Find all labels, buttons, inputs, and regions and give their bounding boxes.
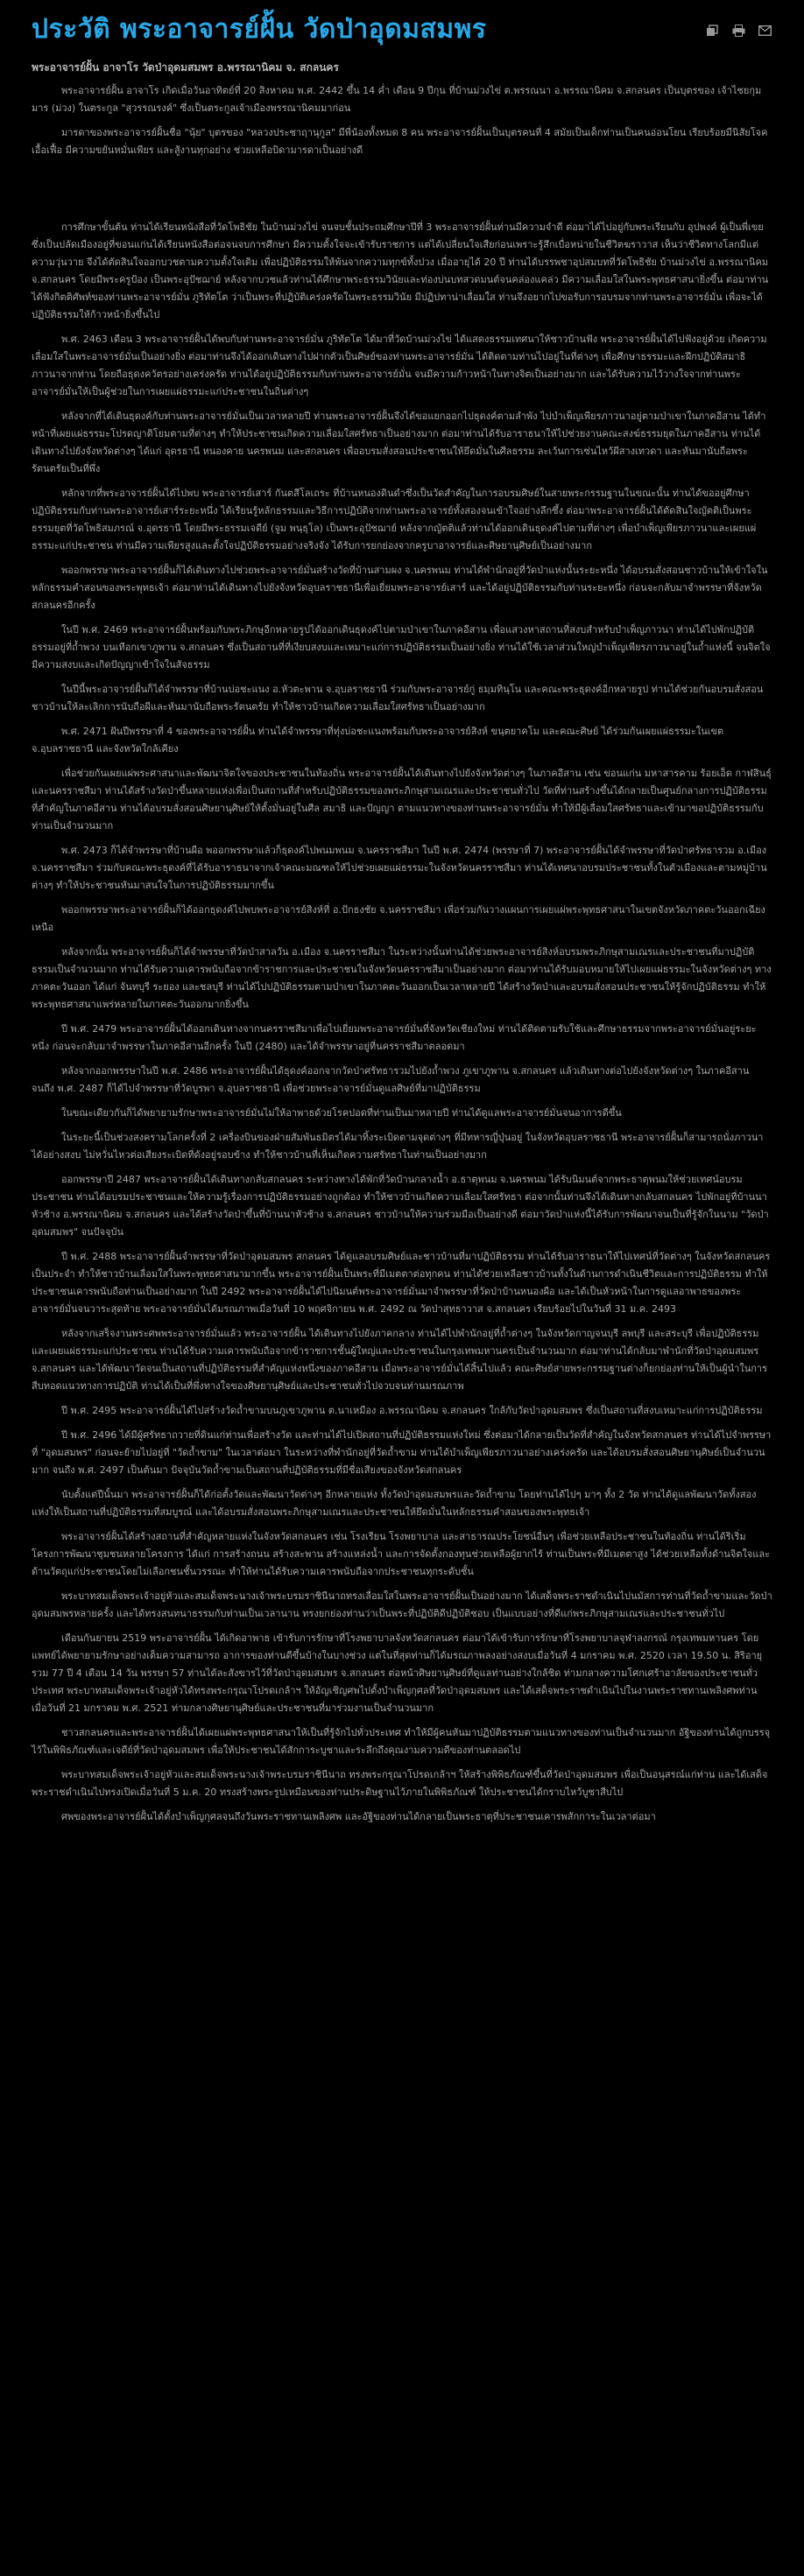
article-body [32,82,772,1826]
paragraph: พ.ศ. 2471 ฝันปีพรรษาที่ 4 ของพระอาจารย์ฝั้น ท่านได้จำพรรษาที่ทุ่งบ่อชะแนงพร้อมกับพระอาจารย์สิงห์ ขนฺตยาคโม และคณะศิษย์ ได้ร่วมกันเผยแผ่ธรรมะในเขต จ.อุบลราชธานี และจังหวัดใกล้เคียง [32,726,724,755]
paragraph: พออกพรรษาพระอาจารย์ฝั้นก็ได้เดินทางไปช่วยพระอาจารย์มั่นสร้างวัดที่บ้านสามผง จ.นครพนม ท่านได้พำนักอยู่ที่วัดป่าแห่งนั้นระยะหนึ่ง ได้อบรมสั่งสอนชาวบ้านให้เข้าใจในหลักธรรมคำสอนของพระพุทธเจ้า ต่อมาท่านได้เดินทางไปยังจังหวัดอุบลราชธานีเพื่อเยี่ยมพระอาจารย์เสาร์ และได้อยู่ปฏิบัติธรรมกับท่านระยะหนึ่ง ก่อนจะกลับมาจำพรรษาที่จังหวัดสกลนครอีกครั้ง [32,565,768,611]
paragraph: ในระยะนี้เป็นช่วงสงครามโลกครั้งที่ 2 เครื่องบินของฝ่ายสัมพันธมิตรได้มาทิ้งระเบิดตามจุดต่างๆ ที่มีทหารญี่ปุ่นอยู่ ในจังหวัดอุบลราชธานี พระอาจารย์ฝั้นก็สามารถนั่งภาวนาได้อย่างสงบ ไม่หวั่นไหวต่อเสียงระเบิดที่ดังอยู่รอบข้าง ทำให้ชาวบ้านที่เห็นเกิดความศรัทธาในท่านเป็นอย่างมาก [32,1132,764,1161]
paragraph: เพื่อช่วยกันเผยแผ่พระศาสนาและพัฒนาจิตใจของประชาชนในท้องถิ่น พระอาจารย์ฝั้นได้เดินทางไปยังจังหวัดต่างๆ ในภาคอีสาน เช่น ขอนแก่น มหาสารคาม ร้อยเอ็ด กาฬสินธุ์ และนครราชสีมา ท่านได้สร้างวัดป่าขึ้นหลายแห่งเพื่อเป็นสถานที่สำหรับปฏิบัติธรรมของพระภิกษุสามเณรและประชาชนทั่วไป วัดที่ท่านสร้างขึ้นได้กลายเป็นศูนย์กลางการปฏิบัติธรรมที่สำคัญในภาคอีสาน ท่านได้อบรมสั่งสอนศิษยานุศิษย์ให้ตั้งมั่นอยู่ในศีล สมาธิ และปัญญา ตามแนวทางของท่านพระอาจารย์มั่น ทำให้มีผู้เลื่อมใสศรัทธาและเข้ามาขอปฏิบัติธรรมกับท่านเป็นจำนวนมาก [32,768,772,832]
paragraph: หลังจากที่ได้เดินธุดงค์กับท่านพระอาจารย์มั่นเป็นเวลาหลายปี ท่านพระอาจารย์ฝั้นจึงได้ขอแยกออกไปธุดงค์ตามลำพัง ไปบำเพ็ญเพียรภาวนาอยู่ตามป่าเขาในภาคอีสาน ได้ทำหน้าที่เผยแผ่ธรรมะโปรดญาติโยมตามที่ต่างๆ ทำให้ประชาชนเกิดความเลื่อมใสศรัทธาเป็นอย่างมาก ต่อมาท่านได้รับอาราธนาให้ไปช่วยงานคณะสงฆ์ธรรมยุตในภาคอีสาน ท่านได้เดินทางไปยังจังหวัดต่างๆ ได้แก่ อุดรธานี หนองคาย นครพนม และสกลนคร เพื่ออบรมสั่งสอนประชาชนให้ยึดมั่นในศีลธรรม ละเว้นการเซ่นไหว้ผีสางเทวดา และหันมานับถือพระรัตนตรัยเป็นที่พึ่ง [32,411,766,474]
paragraph: ในปี พ.ศ. 2469 พระอาจารย์ฝั้นพร้อมกับพระภิกษุอีกหลายรูปได้ออกเดินธุดงค์ไปตามป่าเขาในภาคอีสาน เพื่อแสวงหาสถานที่สงบสำหรับบำเพ็ญภาวนา ท่านได้ไปพักปฏิบัติธรรมอยู่ที่ถ้ำพวง บนเทือกเขาภูพาน จ.สกลนคร ซึ่งเป็นสถานที่ที่เงียบสงบและเหมาะแก่การปฏิบัติธรรมเป็นอย่างยิ่ง ท่านได้ใช้เวลาส่วนใหญ่บำเพ็ญเพียรภาวนาอยู่ในถ้ำแห่งนี้ จนจิตใจมีความสงบและเกิดปัญญาเข้าใจในสัจธรรม [32,624,771,670]
article-subtitle: พระอาจารย์ฝั้น อาจาโร วัดป่าอุดมสมพร อ.พรรณานิคม จ. สกลนคร [32,61,339,74]
paragraph: พระบาทสมเด็จพระเจ้าอยู่หัวและสมเด็จพระนางเจ้าพระบรมราชินีนาถทรงเลื่อมใสในพระอาจารย์ฝั้นเป็นอย่างมาก ได้เสด็จพระราชดำเนินไปนมัสการท่านที่วัดถ้ำขามและวัดป่าอุดมสมพรหลายครั้ง และได้ทรงสนทนาธรรมกับท่านเป็นเวลานาน ทรงยกย่องท่านว่าเป็นพระที่ปฏิบัติดีปฏิบัติชอบ เป็นแบบอย่างที่ดีแก่พระภิกษุสามเณรและประชาชนทั่วไป [32,1590,772,1619]
paragraph: หลักจากที่พระอาจารย์ฝั้นได้ไปพบ พระอาจารย์เสาร์ กันตสีโลเถระ ที่บ้านหนองดินดำซึ่งเป็นวัดสำคัญในการอบรมศิษย์ในสายพระกรรมฐานในขณะนั้น ท่านได้ขออยู่ศึกษาปฏิบัติธรรมกับท่านพระอาจารย์เสาร์ระยะหนึ่ง ได้เรียนรู้หลักธรรมและวิธีการปฏิบัติจากท่านพระอาจารย์ทั้งสองจนเข้าใจอย่างลึกซึ้ง ต่อมาพระอาจารย์ฝั้นได้ตัดสินใจญัตติเป็นพระธรรมยุตที่วัดโพธิสมภรณ์ จ.อุดรธานี โดยมีพระธรรมเจดีย์ (จูม พนฺธุโล) เป็นพระอุปัชฌาย์ หลังจากญัตติแล้วท่านได้ออกเดินธุดงค์ไปตามที่ต่างๆ เพื่อบำเพ็ญเพียรภาวนาและเผยแผ่ธรรมะแก่ประชาชน ท่านมีความเพียรสูงและตั้งใจปฏิบัติธรรมอย่างจริงจัง ได้รับการยกย่องจากครูบาอาจารย์และศิษยานุศิษย์เป็นอย่างมาก [32,488,757,551]
article-toolbar [704,12,772,39]
header [32,12,772,56]
paragraph: ปี พ.ศ. 2495 พระอาจารย์ฝั้นได้ไปสร้างวัดถ้ำขามบนภูเขาภูพาน ต.นาเหมือง อ.พรรณานิคม จ.สกลนคร ใกล้กับวัดป่าอุดมสมพร ซึ่งเป็นสถานที่สงบเหมาะแก่การปฏิบัติธรรม [61,1405,763,1416]
page-title: ประวัติ พระอาจารย์ฝั้น วัดป่าอุดมสมพร [32,14,487,45]
paragraph: ปี พ.ศ. 2479 พระอาจารย์ฝั้นได้ออกเดินทางจากนครราชสีมาเพื่อไปเยี่ยมพระอาจารย์มั่นที่จังหวัดเชียงใหม่ ท่านได้ติดตามรับใช้และศึกษาธรรมจากพระอาจารย์มั่นอยู่ระยะหนึ่ง ก่อนจะกลับมาจำพรรษาในภาคอีสานอีกครั้ง ในปี (2480) และได้จำพรรษาอยู่ที่นครราชสีมาตลอดมา [32,1023,757,1052]
paragraph: หลังจากเสร็จงานพระศพพระอาจารย์มั่นแล้ว พระอาจารย์ฝั้น ได้เดินทางไปยังภาคกลาง ท่านได้ไปพำนักอยู่ที่ถ้ำต่างๆ ในจังหวัดกาญจนบุรี ลพบุรี และสระบุรี เพื่อปฏิบัติธรรมและเผยแผ่ธรรมะแก่ประชาชน ท่านได้รับความเคารพนับถือจากข้าราชการชั้นผู้ใหญ่และประชาชนในกรุงเทพมหานครเป็นจำนวนมาก ต่อมาท่านได้กลับมาพำนักที่วัดป่าอุดมสมพร จ.สกลนคร และได้พัฒนาวัดจนเป็นสถานที่ปฏิบัติธรรมที่สำคัญแห่งหนึ่งของภาคอีสาน เมื่อพระอาจารย์มั่นได้สิ้นไปแล้ว คณะศิษย์สายพระกรรมฐานต่างก็ยกย่องท่านให้เป็นผู้นำในการสืบทอดแนวทางการปฏิบัติ ท่านได้เป็นที่พึ่งทางใจของศิษยานุศิษย์และประชาชนทั่วไปจวบจนท่านมรณภาพ [32,1328,767,1392]
copy-icon[interactable] [704,23,720,39]
paragraph: พระอาจารย์ฝั้น อาจาโร เกิดเมื่อวันอาทิตย์ที่ 20 สิงหาคม พ.ศ. 2442 ขึ้น 14 ค่ำ เดือน 9 ปีกุน ที่บ้านม่วงไข่ ต.พรรณนา อ.พรรณานิคม จ.สกลนคร เป็นบุตรของ เจ้าไชยกุมมาร (ม่วง) ในตระกูล "สุวรรณรงค์" ซึ่งเป็นตระกูลเจ้าเมืองพรรณานิคมมาก่อน [32,85,762,114]
paragraph: พระบาทสมเด็จพระเจ้าอยู่หัวและสมเด็จพระนางเจ้าพระบรมราชินีนาถ ทรงพระกรุณาโปรดเกล้าฯ ให้สร้างพิพิธภัณฑ์ขึ้นที่วัดป่าอุดมสมพร เพื่อเป็นอนุสรณ์แก่ท่าน และได้เสด็จพระราชดำเนินไปทรงเปิดเมื่อวันที่ 5 ม.ค. 20 ทรงสร้างพระรูปเหมือนของท่านประดิษฐานไว้ภายในพิพิธภัณฑ์ ให้ประชาชนได้กราบไหว้บูชาสืบไป [32,1769,768,1798]
paragraph: พออกพรรษาพระอาจารย์ฝั้นก็ได้ออกธุดงค์ไปพบพระอาจารย์สิงห์ที่ อ.ปักธงชัย จ.นครราชสีมา เพื่อร่วมกันวางแผนการเผยแผ่พระพุทธศาสนาในเขตจังหวัดภาคตะวันออกเฉียงเหนือ [32,904,765,933]
paragraph: เดือนกันยายน 2519 พระอาจารย์ฝั้น ได้เกิดอาพาธ เข้ารับการรักษาที่โรงพยาบาลจังหวัดสกลนคร ต่อมาได้เข้ารับการรักษาที่โรงพยาบาลจุฬาลงกรณ์ กรุงเทพมหานคร โดยแพทย์ได้พยายามรักษาอย่างเต็มความสามารถ อาการของท่านดีขึ้นบ้างในบางช่วง แต่ในที่สุดท่านก็ได้มรณภาพลงอย่างสงบเมื่อวันที่ 4 มกราคม พ.ศ. 2520 เวลา 19.50 น. สิริอายุรวม 77 ปี 4 เดือน 14 วัน พรรษา 57 ท่านได้ละสังขารไว้ที่วัดป่าอุดมสมพร จ.สกลนคร ต่อหน้าศิษยานุศิษย์ที่ดูแลท่านอย่างใกล้ชิด ท่ามกลางความโศกเศร้าอาลัยของประชาชนทั่วประเทศ พระบาทสมเด็จพระเจ้าอยู่หัวได้ทรงพระกรุณาโปรดเกล้าฯ ให้อัญเชิญศพไปตั้งบำเพ็ญกุศลที่วัดป่าอุดมสมพร และได้เสด็จพระราชดำเนินไปในงานพระราชทานเพลิงศพท่านเมื่อวันที่ 21 มกราคม พ.ศ. 2521 ท่ามกลางศิษยานุศิษย์และประชาชนที่มาร่วมงานเป็นจำนวนมาก [32,1632,763,1714]
paragraph: ในขณะเดียวกันก็ได้พยายามรักษาพระอาจารย์มั่นไม่ให้อาพาธด้วยโรคปอดที่ท่านเป็นมาหลายปี ท่านได้ดูแลพระอาจารย์มั่นจนอาการดีขึ้น [61,1107,622,1119]
paragraph: หลังจากออกพรรษาในปี พ.ศ. 2486 พระอาจารย์ฝั้นได้ธุดงค์ออกจากวัดป่าศรัทธารวมไปยังถ้ำพวง ภูเขาภูพาน จ.สกลนคร แล้วเดินทางต่อไปยังจังหวัดต่างๆ ในภาคอีสาน จนถึง พ.ศ. 2487 ก็ได้ไปจำพรรษาที่วัดบูรพา จ.อุบลราชธานี เพื่อช่วยพระอาจารย์มั่นดูแลศิษย์ที่มาปฏิบัติธรรม [32,1065,750,1094]
print-icon[interactable] [730,23,746,39]
paragraph: ศพของพระอาจารย์ฝั้นได้ตั้งบำเพ็ญกุศลจนถึงวันพระราชทานเพลิงศพ และอัฐิของท่านได้กลายเป็นพระธาตุที่ประชาชนเคารพสักการะในเวลาต่อมา [61,1811,656,1822]
paragraph: พ.ศ. 2473 ก็ได้จำพรรษาที่บ้านผือ พออกพรรษาแล้วก็ธุดงค์ไปพนมพนม จ.นครราชสีมา ในปี พ.ศ. 2474 (พรรษาที่ 7) พระอาจารย์ฝั้นได้จำพรรษาที่วัดป่าศรัทธารวม อ.เมือง จ.นครราชสีมา ร่วมกับคณะพระธุดงค์ที่ได้รับอาราธนาจากเจ้าคณะมณฑลให้ไปช่วยเผยแผ่ธรรมะในจังหวัดนครราชสีมา ท่านได้เทศนาอบรมประชาชนทั้งในตัวเมืองและตามหมู่บ้านต่างๆ ทำให้ประชาชนหันมาสนใจในการปฏิบัติธรรมมากขึ้น [32,845,767,891]
paragraph: หลังจากนั้น พระอาจารย์ฝั้นก็ได้จำพรรษาที่วัดป่าสาลวัน อ.เมือง จ.นครราชสีมา ในระหว่างนั้นท่านได้ช่วยพระอาจารย์สิงห์อบรมพระภิกษุสามเณรและประชาชนที่มาปฏิบัติธรรมเป็นจำนวนมาก ท่านได้รับความเคารพนับถือจากข้าราชการและประชาชนในจังหวัดนครราชสีมาเป็นอย่างมาก ต่อมาท่านได้รับมอบหมายให้ไปเผยแผ่ธรรมะในจังหวัดต่างๆ ทางภาคตะวันออก ได้แก่ จันทบุรี ระยอง และชลบุรี ท่านได้ไปปฏิบัติธรรมตามป่าเขาในภาคตะวันออกเป็นเวลาหลายปี ได้สร้างวัดป่าและอบรมสั่งสอนประชาชนให้รู้จักปฏิบัติธรรม ทำให้พระพุทธศาสนาแพร่หลายในภาคตะวันออกมากยิ่งขึ้น [32,946,772,1010]
paragraph: การศึกษาขั้นต้น ท่านได้เรียนหนังสือที่วัดโพธิชัย ในบ้านม่วงไข่ จนจบชั้นประถมศึกษาปีที่ 3 พระอาจารย์ฝั้นท่านมีความจำดี ต่อมาได้ไปอยู่กับพระเรียนกับ อุปพงค์ ผู้เป็นพี่เขย ซึ่งเป็นปลัดเมืองอยู่ที่ขอนแก่นได้เรียนหนังสือต่อจนจบการศึกษา มีความตั้งใจจะเข้ารับราชการ แต่ได้เปลี่ยนใจเสียก่อนเพราะรู้สึกเบื่อหน่ายในชีวิตฆราวาส เห็นว่าชีวิตทางโลกมีแต่ความวุ่นวาย จึงได้ตัดสินใจออกบวชตามความตั้งใจเดิม เพื่อปฏิบัติธรรมให้พ้นจากความทุกข์ทั้งปวง เมื่ออายุได้ 20 ปี ท่านได้บรรพชาอุปสมบทที่วัดโพธิชัย บ้านม่วงไข่ อ.พรรณานิคม จ.สกลนคร โดยมีพระครูป้อง เป็นพระอุปัชฌาย์ หลังจากบวชแล้วท่านได้ศึกษาพระธรรมวินัยและท่องบ่นบทสวดมนต์จนคล่องแคล่ว มีความเลื่อมใสในพระพุทธศาสนายิ่งขึ้น ต่อมาท่านได้ฟังกิตติศัพท์ของท่านพระอาจารย์มั่น ภูริทัตโต ว่าเป็นพระที่ปฏิบัติเคร่งครัดในพระธรรมวินัย มีปฏิปทาน่าเลื่อมใส ท่านจึงอยากไปขอรับการอบรมจากท่านพระอาจารย์มั่น เพื่อจะได้ปฏิบัติธรรมให้ก้าวหน้ายิ่งขึ้นไป [32,221,769,320]
paragraph: นับตั้งแต่ปีนั้นมา พระอาจารย์ฝั้นก็ได้ก่อตั้งวัดและพัฒนาวัดต่างๆ อีกหลายแห่ง ทั้งวัดป่าอุดมสมพรและวัดถ้ำขาม โดยท่านได้ไปๆ มาๆ ทั้ง 2 วัด ท่านได้ดูแลพัฒนาวัดทั้งสองแห่งให้เป็นสถานที่ปฏิบัติธรรมที่สมบูรณ์ และได้อบรมสั่งสอนพระภิกษุสามเณรและประชาชนให้ยึดมั่นในหลักธรรมคำสอนของพระพุทธเจ้า [32,1489,757,1518]
paragraph: พ.ศ. 2463 เดือน 3 พระอาจารย์ฝั้นได้พบกับท่านพระอาจารย์มั่น ภูริทัตโต ได้มาที่วัดบ้านม่วงไข่ ได้แสดงธรรมเทศนาให้ชาวบ้านฟัง พระอาจารย์ฝั้นได้ไปฟังอยู่ด้วย เกิดความเลื่อมใสในพระอาจารย์มั่นเป็นอย่างยิ่ง ต่อมาท่านจึงได้ออกเดินทางไปฝากตัวเป็นศิษย์ของท่านพระอาจารย์มั่น ได้ติดตามท่านไปอยู่ในที่ต่างๆ เพื่อศึกษาธรรมะและฝึกปฏิบัติสมาธิภาวนาจากท่าน โดยถือธุดงควัตรอย่างเคร่งครัด ท่านได้อยู่ปฏิบัติธรรมกับท่านพระอาจารย์มั่น จนมีความก้าวหน้าในทางจิตเป็นอย่างมาก และได้รับความไว้วางใจจากท่านพระอาจารย์มั่นให้เป็นผู้ช่วยในการเผยแผ่ธรรมะแก่ประชาชนในถิ่นต่างๆ [32,333,767,397]
paragraph: ปี พ.ศ. 2488 พระอาจารย์ฝั้นจำพรรษาที่วัดป่าอุดมสมพร สกลนคร ได้ดูแลอบรมศิษย์และชาวบ้านที่มาปฏิบัติธรรม ท่านได้รับอาราธนาให้ไปเทศน์ที่วัดต่างๆ ในจังหวัดสกลนครเป็นประจำ ทำให้ชาวบ้านเลื่อมใสในพระพุทธศาสนามากขึ้น พระอาจารย์ฝั้นเป็นพระที่มีเมตตาต่อทุกคน ท่านได้ช่วยเหลือชาวบ้านทั้งในด้านการดำเนินชีวิตและการปฏิบัติธรรม ทำให้ประชาชนเคารพนับถือท่านเป็นอย่างมาก ในปี 2492 พระอาจารย์ฝั้นได้ไปนิมนต์พระอาจารย์มั่นมาจำพรรษาที่วัดป่าบ้านหนองผือ และได้เป็นหัวหน้าในการดูแลอาพาธของพระอาจารย์มั่นจนวาระสุดท้าย พระอาจารย์มั่นได้มรณภาพเมื่อวันที่ 10 พฤศจิกายน พ.ศ. 2492 ณ วัดป่าสุทธาวาส จ.สกลนคร เรียบร้อยไปในวันที่ 31 ม.ค. 2493 [32,1251,771,1315]
paragraph: ในปีนี้พระอาจารย์ฝั้นก็ได้จำพรรษาที่บ้านบ่อชะแนง อ.หัวตะพาน จ.อุบลราชธานี ร่วมกับพระอาจารย์กู่ ธมฺมทินฺโน และคณะพระธุดงค์อีกหลายรูป ท่านได้ช่วยกันอบรมสั่งสอนชาวบ้านให้ละเลิกการนับถือผีและหันมานับถือพระรัตนตรัย ทำให้ชาวบ้านเกิดความเลื่อมใสศรัทธาเป็นอย่างมาก [32,684,764,712]
paragraph: มารดาของพระอาจารย์ฝั้นชื่อ "นุ้ย" บุตรของ "หลวงประชาฤานุกูล" มีพี่น้องทั้งหมด 8 คน พระอาจารย์ฝั้นเป็นบุตรคนที่ 4 สมัยเป็นเด็กท่านเป็นคนอ่อนโยน เรียบร้อยมีนิสัยโจคเอื้อเฟื้อ มีความขยันหมั่นเพียร และสู้งานทุกอย่าง ช่วยเหลือบิดามารดาเป็นอย่างดี [32,127,768,156]
paragraph: พระอาจารย์ฝั้นได้สร้างสถานที่สำคัญหลายแห่งในจังหวัดสกลนคร เช่น โรงเรียน โรงพยาบาล และสาธารณประโยชน์อื่นๆ เพื่อช่วยเหลือประชาชนในท้องถิ่น ท่านได้ริเริ่มโครงการพัฒนาชุมชนหลายโครงการ ได้แก่ การสร้างถนน สร้างสะพาน สร้างแหล่งน้ำ และการจัดตั้งกองทุนช่วยเหลือผู้ยากไร้ ท่านเป็นพระที่มีเมตตาสูง ได้ช่วยเหลือทั้งด้านจิตใจและด้านวัตถุแก่ประชาชนโดยไม่เลือกชนชั้นวรรณะ ทำให้ท่านได้รับความเคารพนับถือจากประชาชนทุกระดับชั้น [32,1531,771,1577]
paragraph: ชาวสกลนครและพระอาจารย์ฝั้นได้เผยแผ่พระพุทธศาสนาให้เป็นที่รู้จักไปทั่วประเทศ ทำให้มีผู้คนหันมาปฏิบัติธรรมตามแนวทางของท่านเป็นจำนวนมาก อัฐิของท่านได้ถูกบรรจุไว้ในพิพิธภัณฑ์และเจดีย์ที่วัดป่าอุดมสมพร เพื่อให้ประชาชนได้สักการะบูชาและระลึกถึงคุณงามความดีของท่านตลอดไป [32,1727,771,1756]
email-icon[interactable] [757,23,772,39]
paragraph: ออกพรรษาปี 2487 พระอาจารย์ฝั้นได้เดินทางกลับสกลนคร ระหว่างทางได้พักที่วัดบ้านกลางน้ำ อ.ธาตุพนม จ.นครพนม ได้รับนิมนต์จากพระธาตุพนมให้ช่วยเทศน์อบรมประชาชน ท่านได้อบรมประชาชนและให้ความรู้เรื่องการปฏิบัติธรรมอย่างถูกต้อง ทำให้ชาวบ้านเกิดความเลื่อมใสศรัทธา ต่อจากนั้นท่านจึงได้เดินทางกลับสกลนคร ไปพักอยู่ที่บ้านนาหัวช้าง อ.พรรณานิคม จ.สกลนคร และได้สร้างวัดป่าขึ้นที่บ้านนาหัวช้าง จ.สกลนคร ชาวบ้านให้ความร่วมมือเป็นอย่างดี ต่อมาวัดป่าแห่งนี้ได้รับการพัฒนาจนเป็นที่รู้จักในนาม "วัดป่าอุดมสมพร" จนปัจจุบัน [32,1174,769,1238]
paragraph: ปี พ.ศ. 2496 ได้มีผู้ศรัทธาถวายที่ดินแก่ท่านเพื่อสร้างวัด และท่านได้ไปเปิดสถานที่ปฏิบัติธรรมแห่งใหม่ ซึ่งต่อมาได้กลายเป็นวัดที่สำคัญในจังหวัดสกลนคร ท่านได้ไปจำพรรษาที่ "อุดมสมพร" ก่อนจะย้ายไปอยู่ที่ "วัดถ้ำขาม" ในเวลาต่อมา ในระหว่างที่พำนักอยู่ที่วัดถ้ำขาม ท่านได้บำเพ็ญเพียรภาวนาอย่างเคร่งครัด และได้อบรมสั่งสอนศิษยานุศิษย์เป็นจำนวนมาก จนถึง พ.ศ. 2497 เป็นต้นมา ปัจจุบันวัดถ้ำขามเป็นสถานที่ปฏิบัติธรรมที่มีชื่อเสียงของจังหวัดสกลนคร [32,1429,772,1476]
blank-gap [32,166,772,219]
